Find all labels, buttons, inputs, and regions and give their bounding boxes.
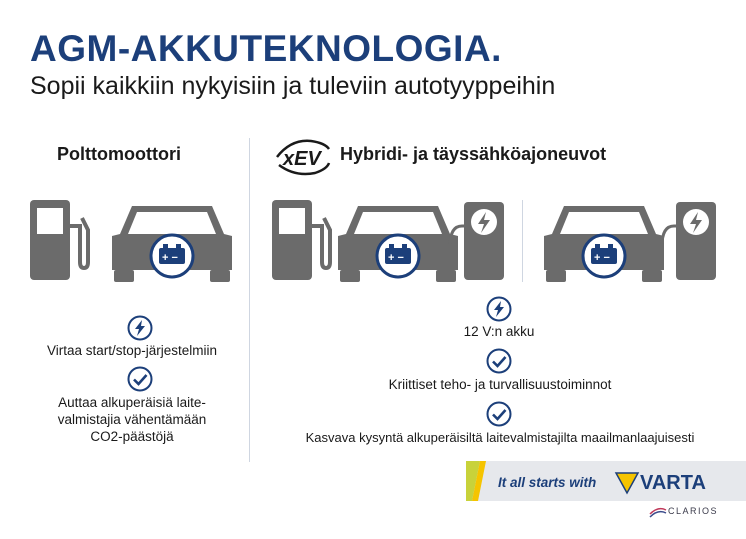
car-icon-hybrid bbox=[332, 200, 464, 284]
heading-combustion: Polttomoottori bbox=[57, 144, 181, 164]
fuel-pump-icon-hybrid bbox=[270, 196, 332, 284]
banner-brand: VARTA bbox=[640, 472, 706, 494]
feature-co2 bbox=[30, 394, 234, 445]
scene-divider bbox=[522, 200, 523, 282]
check-icon bbox=[127, 366, 153, 392]
svg-text:+ −: + − bbox=[594, 252, 610, 264]
lightning-icon-right bbox=[486, 296, 512, 322]
check-icon-right-1 bbox=[486, 348, 512, 374]
page-subtitle: Sopii kaikkiin nykyisiin ja tuleviin autotyyppeihin bbox=[30, 72, 556, 100]
feature-demand: Kasvava kysyntä alkuperäisiltä laitevalmistajilta maailmanlaajuisesti bbox=[305, 430, 695, 445]
charger-icon bbox=[448, 196, 506, 284]
clarios-logo-icon bbox=[648, 506, 668, 518]
heading-hybrid-electric: Hybridi- ja täyssähköajoneuvot bbox=[340, 144, 607, 164]
svg-text:+ −: + − bbox=[388, 252, 404, 264]
check-icon-right-2 bbox=[486, 401, 512, 427]
feature-12v: 12 V:n akku bbox=[463, 324, 535, 339]
lightning-icon bbox=[127, 315, 153, 341]
charger-icon-electric bbox=[660, 196, 718, 284]
clarios-brand: CLARIOS bbox=[668, 506, 719, 516]
car-icon bbox=[106, 200, 238, 284]
xev-logo bbox=[271, 135, 333, 179]
column-divider bbox=[249, 138, 250, 462]
feature-co2-line-1: Auttaa alkuperäisiä laite- bbox=[58, 395, 206, 410]
svg-text:+ −: + − bbox=[162, 252, 178, 264]
feature-startstop: Virtaa start/stop-järjestelmiin bbox=[46, 343, 218, 358]
fuel-pump-icon bbox=[28, 196, 90, 284]
varta-banner bbox=[466, 461, 746, 501]
feature-co2-line-2: valmistajia vähentämään bbox=[57, 412, 207, 427]
banner-tagline: It all starts with bbox=[498, 475, 597, 490]
xev-logo-text: xEV bbox=[283, 148, 321, 170]
feature-critical: Kriittiset teho- ja turvallisuustoiminnot bbox=[388, 377, 612, 392]
car-icon-electric bbox=[538, 200, 670, 284]
feature-co2-line-3: CO2-päästöjä bbox=[90, 429, 174, 444]
page-title: AGM-AKKUTEKNOLOGIA. bbox=[30, 28, 502, 69]
